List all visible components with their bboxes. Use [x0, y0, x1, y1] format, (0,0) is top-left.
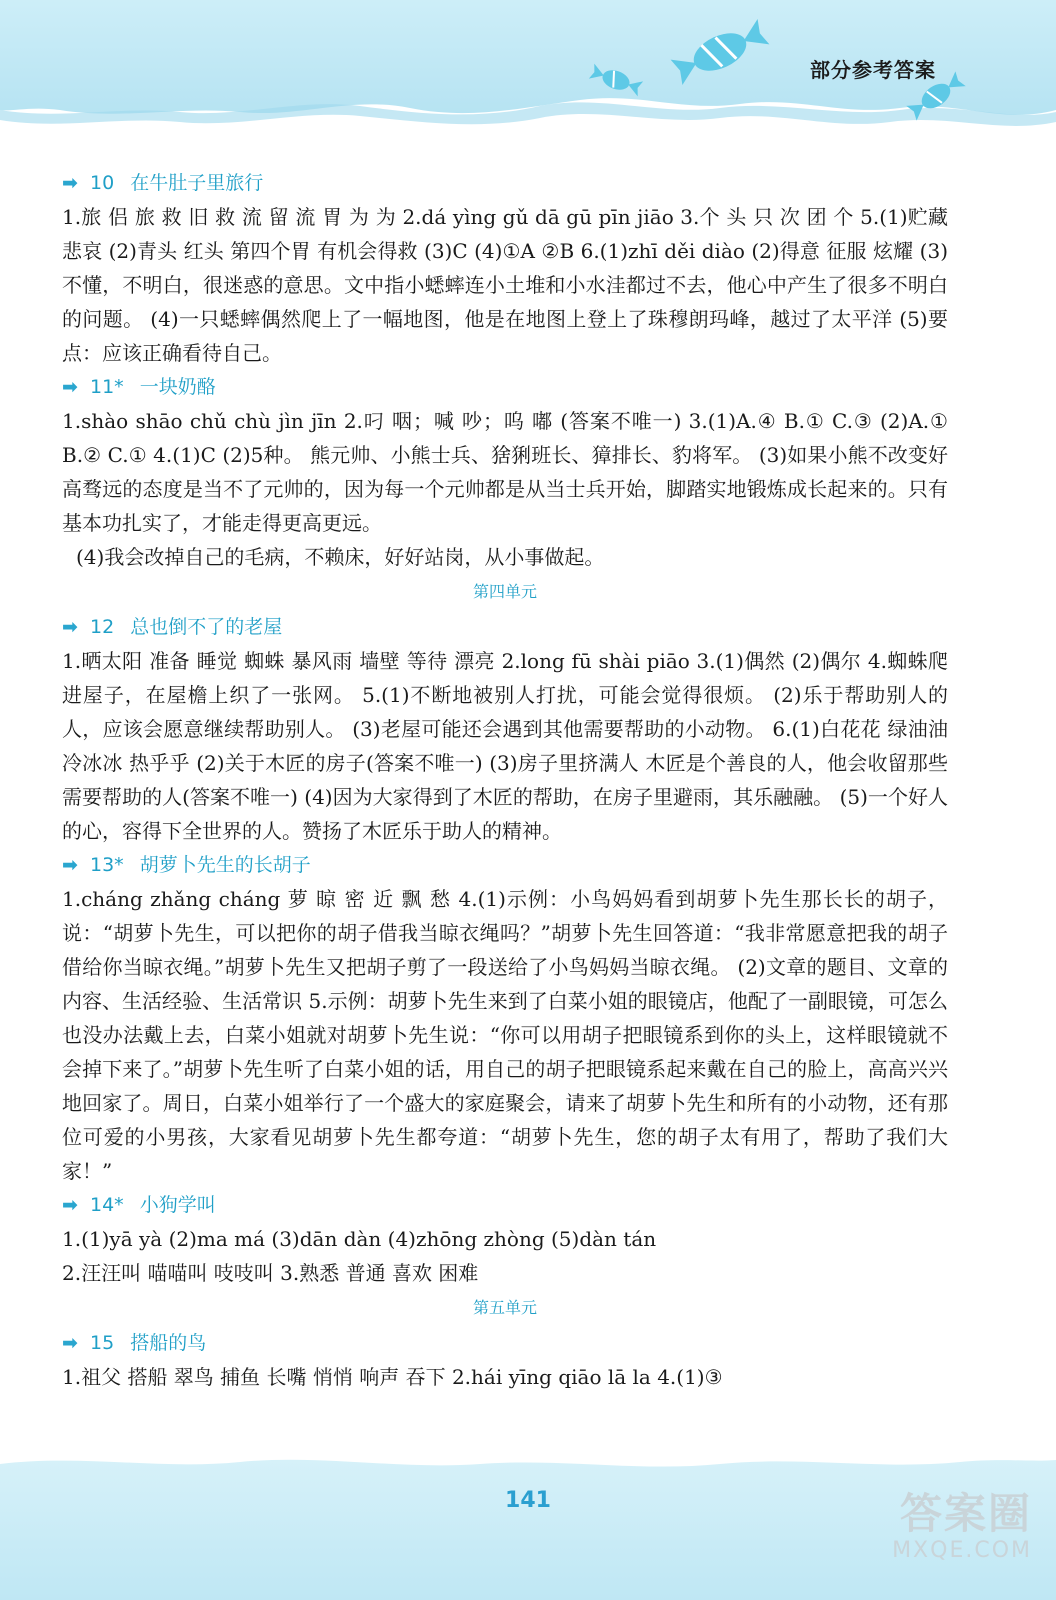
answer-paragraph-10: 1.旅 侣 旅 救 旧 救 流 留 流 胃 为 为 2.dá yìng gǔ dā gū pīn jiāo 3.个 头 只 次 团 个 5.(1)贮藏 悲哀 (2)青头 红头 第四个胃 有机会得救 (3)C (4)①A ②B 6.(1)zhī děi diào (2)得意 征服 炫耀 (3)不懂，不明白，很迷惑的意思。文中指小蟋蟀连小土堆和小水洼都过不去，他心中产生了很多不明白的问题。 (4)一只蟋蟀偶然爬上了一幅地图，他是在地图上登上了珠穆朗玛峰，越过了太平洋 (5)要点：应该正确看待自己。 — [62, 205, 948, 365]
arrow-right-icon: ➡ — [62, 1332, 78, 1354]
arrow-right-icon: ➡ — [62, 616, 78, 638]
answer-paragraph-13: 1.cháng zhǎng cháng 萝 晾 密 近 飘 愁 4.(1)示例：小鸟妈妈看到胡萝卜先生那长长的胡子，说：“胡萝卜先生，可以把你的胡子借我当晾衣绳吗？”胡萝卜先生回答道：“我非常愿意把我的胡子借给你当晾衣绳。”胡萝卜先生又把胡子剪了一段送给了小鸟妈妈当晾衣绳。 (2)文章的题目、文章的内容、生活经验、生活常识 5.示例：胡萝卜先生来到了白菜小姐的眼镜店，他配了一副眼镜，可怎么也没办法戴上去，白菜小姐就对胡萝卜先生说：“你可以用胡子把眼镜系到你的头上，这样眼镜就不会掉下来了。”胡萝卜先生听了白菜小姐的话，用自己的胡子把眼镜系起来戴在自己的脸上，高高兴兴地回家了。周日，白菜小姐举行了一个盛大的家庭聚会，请来了胡萝卜先生和所有的小动物，还有那位可爱的小男孩，大家看见胡萝卜先生都夸道：“胡萝卜先生，您的胡子太有用了，帮助了我们大家！” — [62, 887, 948, 1183]
answer-paragraph-14-line2: 2.汪汪叫 喵喵叫 吱吱叫 3.熟悉 普通 喜欢 困难 — [62, 1261, 479, 1285]
answer-paragraph-12: 1.晒太阳 准备 睡觉 蜘蛛 暴风雨 墙壁 等待 漂亮 2.long fū shài piāo 3.(1)偶然 (2)偶尔 4.蜘蛛爬进屋子，在屋檐上织了一张网。 5.(1)不断地被别人打扰，可能会觉得很烦。 (2)乐于帮助别人的人，应该会愿意继续帮助别人。 (3)老屋可能还会遇到其他需要帮助的小动物。 6.(1)白花花 绿油油 冷冰冰 热乎乎 (2)关于木匠的房子(答案不唯一) (3)房子里挤满人 木匠是个善良的人，他会收留那些需要帮助的人(答案不唯一) (4)因为大家得到了木匠的帮助，在房子里避雨，其乐融融。 (5)一个好人的心，容得下全世界的人。赞扬了木匠乐于助人的精神。 — [62, 649, 948, 843]
watermark — [892, 1490, 1032, 1563]
lesson-number: 14* — [90, 1194, 124, 1216]
arrow-right-icon: ➡ — [62, 172, 78, 194]
lesson-title: 在牛肚子里旅行 — [130, 172, 264, 194]
header-decoration — [0, 0, 1056, 140]
arrow-right-icon: ➡ — [62, 376, 78, 398]
lesson-title: 搭船的鸟 — [130, 1332, 207, 1354]
lesson-heading-12 — [62, 610, 948, 644]
lesson-title: 一块奶酪 — [139, 376, 216, 398]
lesson-heading-15 — [62, 1326, 948, 1360]
lesson-heading-10 — [62, 166, 948, 200]
lesson-heading-11 — [62, 370, 948, 404]
lesson-title: 胡萝卜先生的长胡子 — [139, 854, 311, 876]
lesson-number: 12 — [90, 616, 115, 638]
lesson-heading-14 — [62, 1188, 948, 1222]
answer-paragraph-14-line1: 1.(1)yā yà (2)ma má (3)dān dàn (4)zhōng zhòng (5)dàn tán — [62, 1227, 657, 1251]
watermark-logo-text: 答案圈 — [899, 1489, 1032, 1538]
answer-paragraph-11: 1.shào shāo chǔ chù jìn jīn 2.叼 咽；喊 吵；呜 嘟 (答案不唯一) 3.(1)A.④ B.① C.③ (2)A.① B.② C.① 4.(1)C (2)5种。 熊元帅、小熊士兵、猞猁班长、獐排长、豹将军。 (3)如果小熊不改变好高骛远的态度是当不了元帅的，因为每一个元帅都是从当士兵开始，脚踏实地锻炼成长起来的。只有基本功扎实了，才能走得更高更远。 — [62, 409, 948, 535]
unit-heading-4: 第四单元 — [472, 582, 537, 601]
answer-paragraph-11-part4: (4)我会改掉自己的毛病，不赖床，好好站岗，从小事做起。 — [76, 545, 605, 569]
answer-paragraph-15: 1.祖父 搭船 翠鸟 捕鱼 长嘴 悄悄 响声 吞下 2.hái yīng qiāo lā la 4.(1)③ — [62, 1365, 723, 1389]
lesson-number: 13* — [90, 854, 124, 876]
lesson-heading-13 — [62, 848, 948, 882]
page-header-title: 部分参考答案 — [810, 58, 936, 82]
lesson-number: 10 — [90, 172, 115, 194]
answer-content — [62, 166, 948, 1394]
page-number: 141 — [505, 1488, 551, 1513]
lesson-number: 11* — [90, 376, 124, 398]
arrow-right-icon: ➡ — [62, 1194, 78, 1216]
watermark-url: MXQE.COM — [892, 1538, 1032, 1563]
lesson-number: 15 — [90, 1332, 115, 1354]
arrow-right-icon: ➡ — [62, 854, 78, 876]
unit-heading-5: 第五单元 — [472, 1298, 537, 1317]
lesson-title: 小狗学叫 — [139, 1194, 216, 1216]
lesson-title: 总也倒不了的老屋 — [130, 616, 283, 638]
